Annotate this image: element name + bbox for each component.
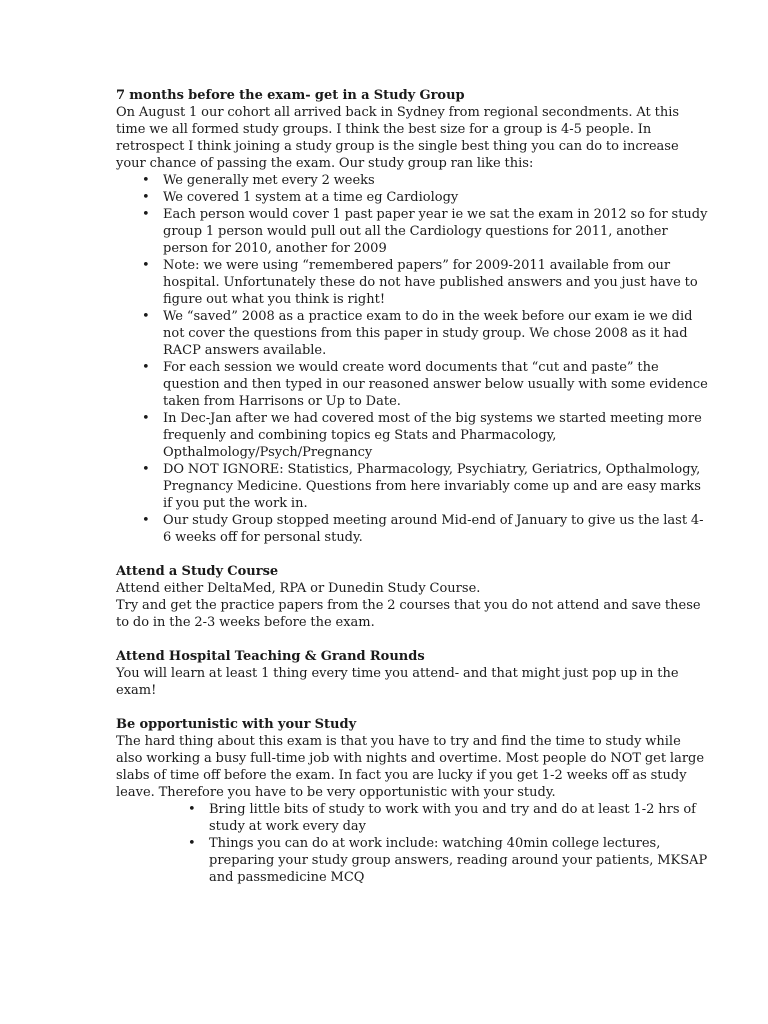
bullet-icon: • [188, 836, 196, 851]
section-heading-opportunistic-study: Be opportunistic with your Study [116, 717, 357, 732]
section-paragraph: Try and get the practice papers from the 2 courses that you do not attend and save these to do in the 2-3 weeks before the exam. [116, 598, 701, 630]
list-item: • Things you can do at work include: watching 40min college lectures, preparing your study group answers, reading around your patients, MKSAP and passmedicine MCQ [188, 836, 708, 885]
list-item: • We covered 1 system at a time eg Cardiology [142, 190, 459, 205]
bullet-icon: • [142, 513, 150, 528]
bullet-icon: • [142, 309, 150, 324]
bullet-icon: • [142, 190, 150, 205]
section-paragraph: On August 1 our cohort all arrived back in Sydney from regional secondments. At this time we all formed study groups. I think the best size for a group is 4-5 people. In retrospect I think joining a study group is the single best thing you can do to increase your chance of passing the exam. Our study group ran like this: [116, 105, 680, 171]
list-item: • In Dec-Jan after we had covered most of the big systems we started meeting more frequenly and combining topics eg Stats and Pharmacology, Opthalmology/Psych/Pregnancy [142, 411, 702, 460]
list-item: • Our study Group stopped meeting around Mid-end of January to give us the last 4-6 weeks off for personal study. [142, 513, 704, 545]
bullet-icon: • [142, 258, 150, 273]
bullet-icon: • [142, 360, 150, 375]
opportunistic-bullet-list [116, 801, 708, 886]
section-paragraph: You will learn at least 1 thing every time you attend- and that might just pop up in the exam! [116, 666, 679, 698]
list-item: • Note: we were using “remembered papers” for 2009-2011 available from our hospital. Unfortunately these do not have published answers and you just have to figure out what you think is right! [142, 258, 698, 307]
list-item: • Bring little bits of study to work with you and try and do at least 1-2 hrs of study at work every day [188, 802, 696, 834]
bullet-icon: • [188, 802, 196, 817]
study-group-bullet-list [116, 172, 708, 546]
bullet-icon: • [142, 462, 150, 477]
bullet-icon: • [142, 207, 150, 222]
list-item: • DO NOT IGNORE: Statistics, Pharmacology, Psychiatry, Geriatrics, Opthalmology, Pregnancy Medicine. Questions from here invariably come up and are easy marks if you put the work in. [142, 462, 701, 511]
section-paragraph: The hard thing about this exam is that you have to try and find the time to study while also working a busy full-time job with nights and overtime. Most people do NOT get large slabs of time off before the exam. In fact you are lucky if you get 1-2 weeks off as study leave. Therefore you have to be very opportunistic with your study. [116, 734, 705, 800]
list-item: • Each person would cover 1 past paper year ie we sat the exam in 2012 so for study group 1 person would pull out all the Cardiology questions for 2011, another person for 2010, another for 2009 [142, 207, 708, 256]
list-item: • We generally met every 2 weeks [142, 173, 375, 188]
list-item: • For each session we would create word documents that “cut and paste” the question and then typed in our reasoned answer below usually with some evidence taken from Harrisons or Up to Date. [142, 360, 708, 409]
list-item: • We “saved” 2008 as a practice exam to do in the week before our exam ie we did not cover the questions from this paper in study group. We chose 2008 as it had RACP answers available. [142, 309, 693, 358]
section-heading-study-course: Attend a Study Course [116, 564, 279, 579]
bullet-icon: • [142, 173, 150, 188]
section-heading-hospital-teaching: Attend Hospital Teaching & Grand Rounds [116, 649, 425, 664]
section-paragraph: Attend either DeltaMed, RPA or Dunedin Study Course. [116, 581, 481, 596]
bullet-icon: • [142, 411, 150, 426]
section-heading-study-group: 7 months before the exam- get in a Study Group [116, 88, 465, 103]
